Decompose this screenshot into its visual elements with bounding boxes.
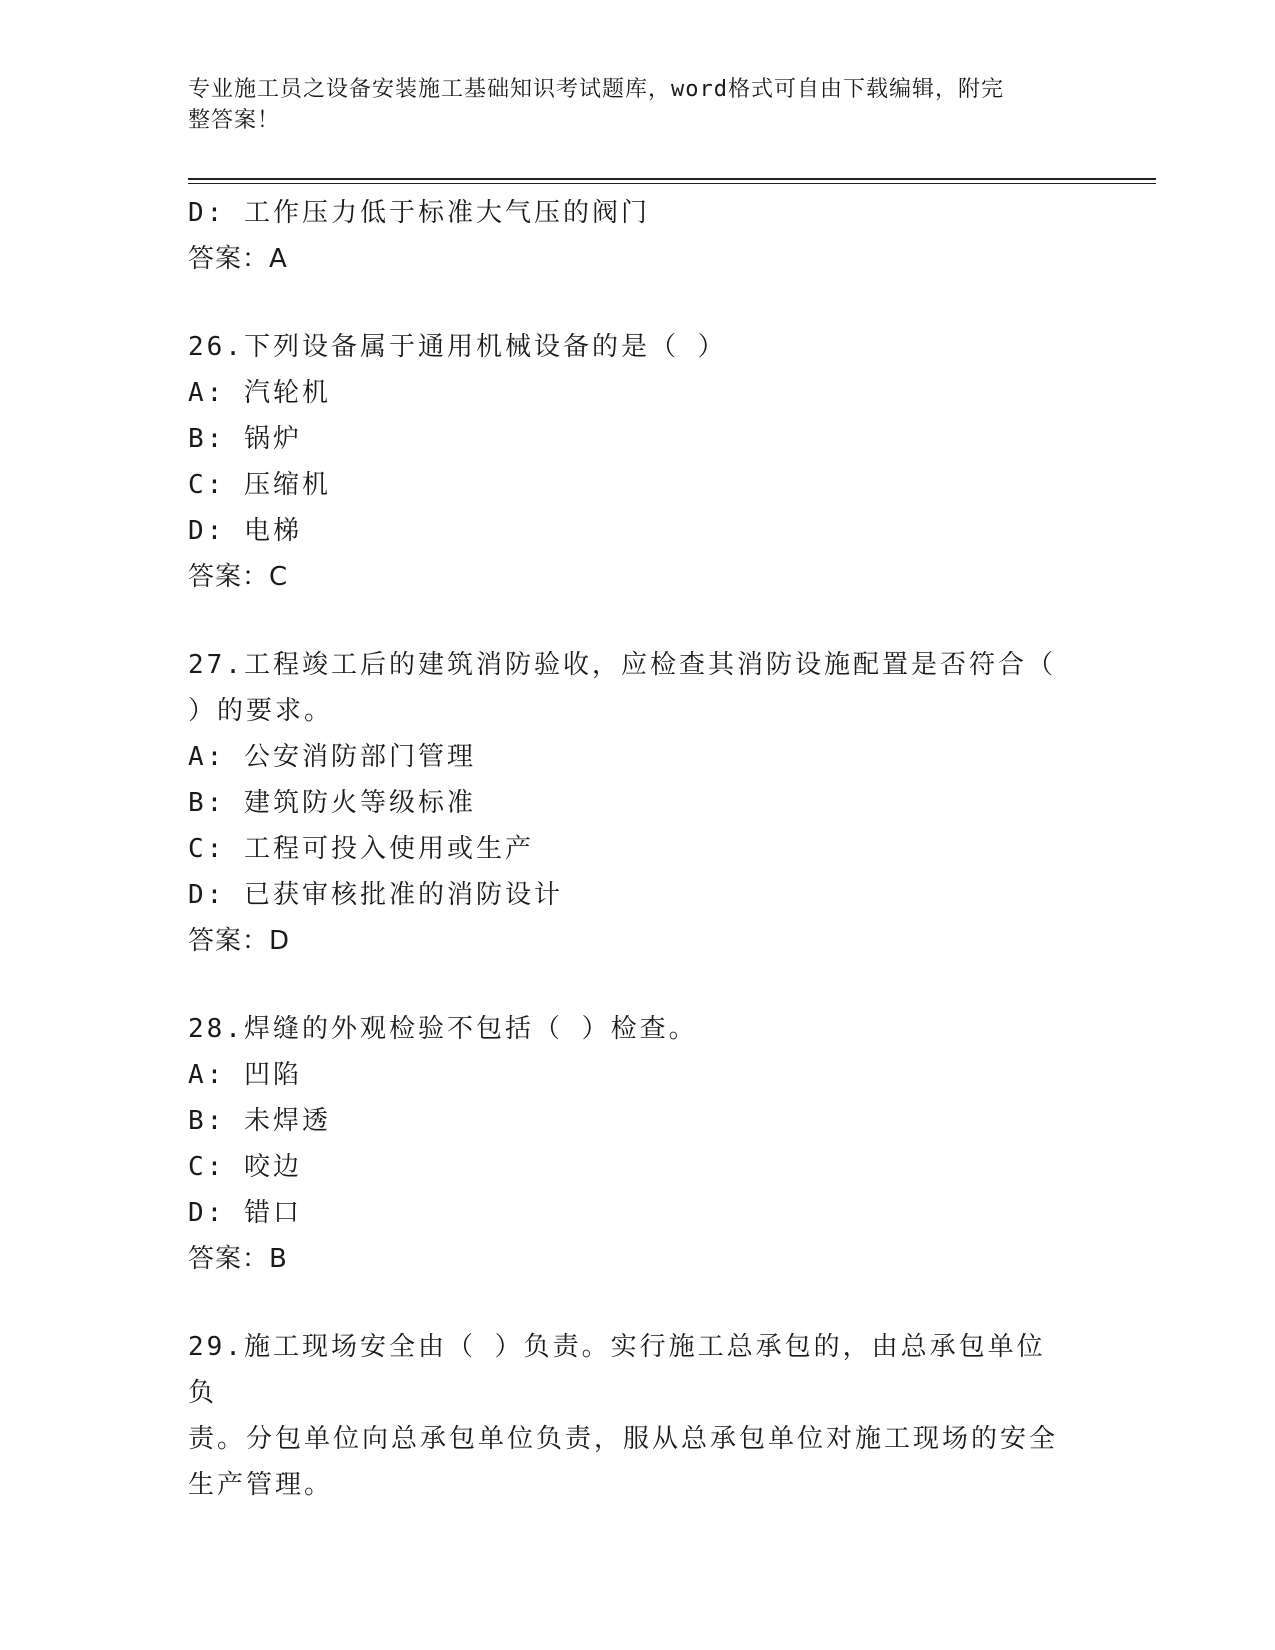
answer-line: 答案：B	[188, 1244, 288, 1274]
header-line-2: 整答案！	[188, 108, 281, 133]
question-stem-line-3: 生产管理。	[188, 1470, 334, 1500]
document-header	[188, 74, 1068, 136]
option-c: C: 工程可投入使用或生产	[188, 834, 534, 864]
option-d: D: 电梯	[188, 516, 302, 546]
question-26	[188, 324, 1068, 600]
question-stem-line-1: 27.工程竣工后的建筑消防验收，应检查其消防设施配置是否符合（	[188, 650, 1056, 680]
option-b: B: 锅炉	[188, 424, 302, 454]
question-stem-line-1: 29.施工现场安全由（ ）负责。实行施工总承包的，由总承包单位负	[188, 1332, 1046, 1408]
question-27	[188, 642, 1068, 964]
question-stem: 28.焊缝的外观检验不包括（ ）检查。	[188, 1014, 698, 1044]
option-d: D: 工作压力低于标准大气压的阀门	[188, 198, 650, 228]
option-b: B: 未焊透	[188, 1106, 331, 1136]
option-d: D: 已获审核批准的消防设计	[188, 880, 563, 910]
option-c: C: 压缩机	[188, 470, 331, 500]
answer-line: 答案：C	[188, 562, 289, 592]
option-d: D: 错口	[188, 1198, 302, 1228]
header-rule-thick	[188, 178, 1156, 180]
header-rule-thin	[188, 183, 1156, 184]
question-stem-line-2: ）的要求。	[188, 696, 334, 726]
option-a: A: 汽轮机	[188, 378, 331, 408]
option-a: A: 公安消防部门管理	[188, 742, 476, 772]
question-stem-line-2: 责。分包单位向总承包单位负责，服从总承包单位对施工现场的安全	[188, 1424, 1059, 1454]
answer-line: 答案：A	[188, 244, 288, 274]
option-a: A: 凹陷	[188, 1060, 302, 1090]
option-c: C: 咬边	[188, 1152, 302, 1182]
question-28	[188, 1006, 1068, 1282]
answer-line: 答案：D	[188, 926, 291, 956]
question-29	[188, 1324, 1068, 1508]
document-body	[188, 190, 1068, 1508]
header-line-1: 专业施工员之设备安装施工基础知识考试题库，word格式可自由下载编辑，附完	[188, 77, 1004, 102]
question-stem: 26.下列设备属于通用机械设备的是（ ）	[188, 332, 727, 362]
option-b: B: 建筑防火等级标准	[188, 788, 476, 818]
